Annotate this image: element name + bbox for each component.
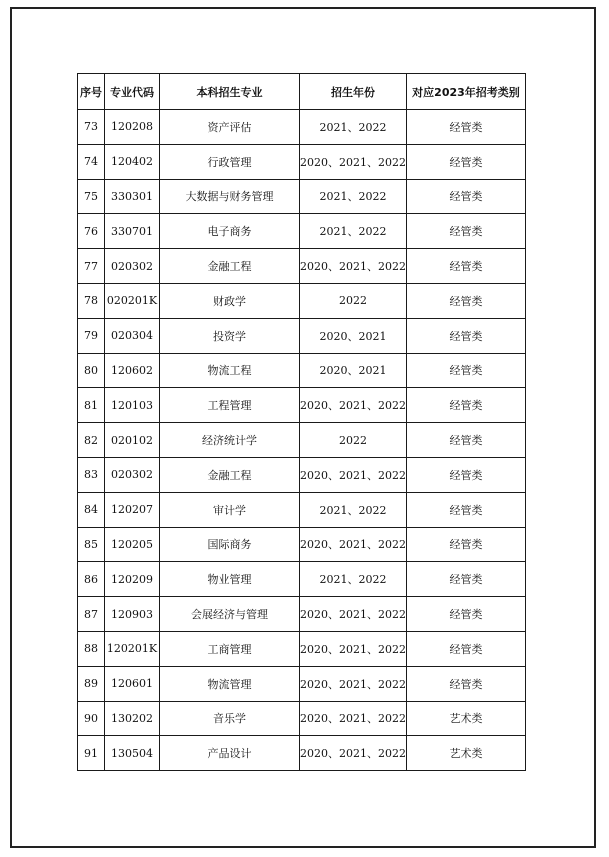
cell-category: 经管类 — [406, 179, 525, 214]
cell-code: 120103 — [105, 388, 160, 423]
cell-code: 020201K — [105, 283, 160, 318]
cell-seq: 84 — [78, 492, 105, 527]
cell-major: 国际商务 — [160, 527, 300, 562]
cell-category: 经管类 — [406, 110, 525, 145]
cell-seq: 77 — [78, 249, 105, 284]
cell-major: 资产评估 — [160, 110, 300, 145]
cell-category: 经管类 — [406, 666, 525, 701]
cell-code: 120201K — [105, 631, 160, 666]
cell-category: 经管类 — [406, 423, 525, 458]
table-row — [78, 631, 526, 666]
table-row — [78, 457, 526, 492]
cell-year: 2020、2021、2022 — [300, 631, 407, 666]
table-row — [78, 179, 526, 214]
cell-major: 物业管理 — [160, 562, 300, 597]
cell-major: 音乐学 — [160, 701, 300, 736]
table-row — [78, 249, 526, 284]
cell-year: 2020、2021、2022 — [300, 457, 407, 492]
header-code: 专业代码 — [105, 74, 160, 110]
table-row — [78, 666, 526, 701]
cell-code: 330301 — [105, 179, 160, 214]
cell-year: 2022 — [300, 283, 407, 318]
cell-category: 艺术类 — [406, 701, 525, 736]
cell-major: 会展经济与管理 — [160, 597, 300, 632]
cell-code: 120601 — [105, 666, 160, 701]
majors-table — [77, 73, 526, 771]
cell-seq: 87 — [78, 597, 105, 632]
cell-code: 330701 — [105, 214, 160, 249]
cell-year: 2021、2022 — [300, 214, 407, 249]
cell-year: 2020、2021、2022 — [300, 144, 407, 179]
cell-major: 电子商务 — [160, 214, 300, 249]
cell-major: 金融工程 — [160, 457, 300, 492]
cell-year: 2020、2021、2022 — [300, 597, 407, 632]
cell-code: 120602 — [105, 353, 160, 388]
cell-code: 120208 — [105, 110, 160, 145]
header-year: 招生年份 — [300, 74, 407, 110]
cell-major: 行政管理 — [160, 144, 300, 179]
cell-category: 经管类 — [406, 318, 525, 353]
table-row — [78, 110, 526, 145]
table-row — [78, 214, 526, 249]
table-row — [78, 527, 526, 562]
cell-code: 120207 — [105, 492, 160, 527]
cell-code: 120903 — [105, 597, 160, 632]
table-row — [78, 597, 526, 632]
cell-year: 2021、2022 — [300, 562, 407, 597]
cell-year: 2020、2021、2022 — [300, 527, 407, 562]
cell-year: 2020、2021、2022 — [300, 388, 407, 423]
cell-code: 120205 — [105, 527, 160, 562]
cell-year: 2020、2021、2022 — [300, 249, 407, 284]
cell-seq: 74 — [78, 144, 105, 179]
cell-year: 2020、2021、2022 — [300, 701, 407, 736]
cell-code: 020102 — [105, 423, 160, 458]
table-row — [78, 736, 526, 771]
cell-major: 物流工程 — [160, 353, 300, 388]
table-row — [78, 423, 526, 458]
table-row — [78, 144, 526, 179]
cell-year: 2021、2022 — [300, 492, 407, 527]
cell-seq: 85 — [78, 527, 105, 562]
cell-major: 财政学 — [160, 283, 300, 318]
cell-seq: 83 — [78, 457, 105, 492]
cell-category: 经管类 — [406, 527, 525, 562]
cell-year: 2020、2021 — [300, 353, 407, 388]
cell-category: 经管类 — [406, 457, 525, 492]
cell-code: 020304 — [105, 318, 160, 353]
cell-category: 经管类 — [406, 388, 525, 423]
cell-category: 经管类 — [406, 597, 525, 632]
cell-year: 2020、2021、2022 — [300, 666, 407, 701]
cell-major: 大数据与财务管理 — [160, 179, 300, 214]
table-row — [78, 353, 526, 388]
cell-year: 2022 — [300, 423, 407, 458]
table-row — [78, 562, 526, 597]
cell-category: 经管类 — [406, 283, 525, 318]
cell-code: 130504 — [105, 736, 160, 771]
table-body — [78, 110, 526, 771]
cell-code: 130202 — [105, 701, 160, 736]
cell-major: 投资学 — [160, 318, 300, 353]
cell-code: 020302 — [105, 249, 160, 284]
cell-seq: 75 — [78, 179, 105, 214]
table-row — [78, 492, 526, 527]
table-row — [78, 283, 526, 318]
cell-major: 工商管理 — [160, 631, 300, 666]
cell-seq: 86 — [78, 562, 105, 597]
table-row — [78, 388, 526, 423]
cell-major: 金融工程 — [160, 249, 300, 284]
cell-category: 经管类 — [406, 562, 525, 597]
cell-seq: 79 — [78, 318, 105, 353]
cell-seq: 89 — [78, 666, 105, 701]
cell-category: 经管类 — [406, 144, 525, 179]
cell-year: 2020、2021 — [300, 318, 407, 353]
cell-seq: 80 — [78, 353, 105, 388]
table-row — [78, 318, 526, 353]
table-header-row — [78, 74, 526, 110]
cell-category: 经管类 — [406, 492, 525, 527]
cell-seq: 88 — [78, 631, 105, 666]
header-major: 本科招生专业 — [160, 74, 300, 110]
cell-major: 工程管理 — [160, 388, 300, 423]
header-category: 对应2023年招考类别 — [406, 74, 525, 110]
header-seq: 序号 — [78, 74, 105, 110]
cell-seq: 90 — [78, 701, 105, 736]
cell-year: 2021、2022 — [300, 179, 407, 214]
cell-code: 120402 — [105, 144, 160, 179]
cell-major: 产品设计 — [160, 736, 300, 771]
cell-year: 2021、2022 — [300, 110, 407, 145]
cell-category: 经管类 — [406, 353, 525, 388]
cell-seq: 91 — [78, 736, 105, 771]
cell-year: 2020、2021、2022 — [300, 736, 407, 771]
cell-category: 经管类 — [406, 631, 525, 666]
cell-seq: 78 — [78, 283, 105, 318]
cell-major: 物流管理 — [160, 666, 300, 701]
table-row — [78, 701, 526, 736]
cell-category: 经管类 — [406, 249, 525, 284]
cell-category: 经管类 — [406, 214, 525, 249]
cell-seq: 82 — [78, 423, 105, 458]
cell-category: 艺术类 — [406, 736, 525, 771]
cell-major: 经济统计学 — [160, 423, 300, 458]
cell-seq: 76 — [78, 214, 105, 249]
cell-seq: 73 — [78, 110, 105, 145]
cell-seq: 81 — [78, 388, 105, 423]
cell-code: 020302 — [105, 457, 160, 492]
cell-code: 120209 — [105, 562, 160, 597]
cell-major: 审计学 — [160, 492, 300, 527]
